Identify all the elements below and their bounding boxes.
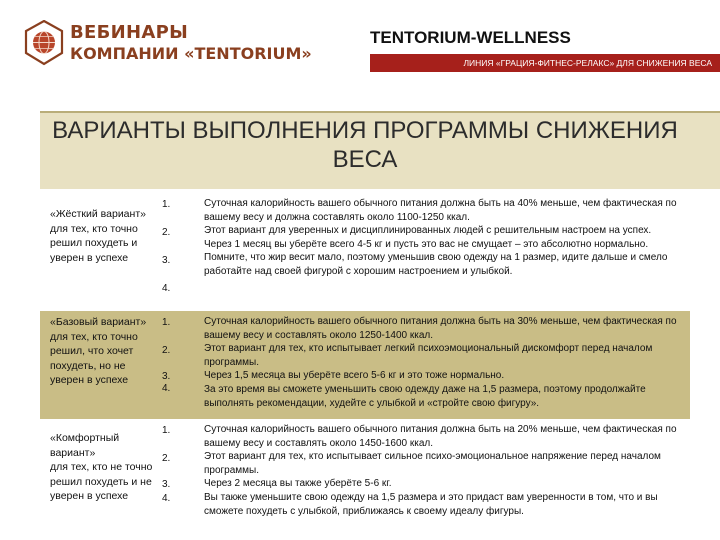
item-number: 2. — [162, 227, 171, 238]
list-item: Этот вариант для уверенных и дисциплинированных людей с решительным настроем на успех. — [204, 225, 652, 237]
item-number: 4. — [162, 383, 171, 394]
item-list — [204, 315, 686, 410]
list-item: Суточная калорийность вашего обычного питания должна быть на 20% меньше, чем фактическая по вашему весу и составлять около 1450-1600 ккал. — [204, 424, 677, 449]
variant-label — [50, 207, 155, 265]
variant-name: «Жёсткий вариант» — [50, 208, 146, 220]
item-number: 1. — [162, 317, 171, 328]
table-row — [40, 189, 690, 311]
table-row — [40, 311, 690, 419]
list-item: Вы также уменьшите свою одежду на 1,5 размера и это придаст вам уверенности в том, что и вы сможете похудеть с улыбкой, приближаясь к своему идеалу фигуры. — [204, 491, 658, 517]
logo-subtitle: КОМПАНИИ «TENTORIUM» — [70, 44, 312, 63]
item-number: 1. — [162, 425, 171, 436]
item-number: 2. — [162, 453, 171, 464]
variant-description: для тех, кто точно решил, что хочет похудеть, но не уверен в успехе — [50, 330, 138, 387]
list-item: Через 2 месяца вы также уберёте 5-6 кг. — [204, 478, 392, 490]
company-logo — [24, 20, 312, 70]
list-item: Суточная калорийность вашего обычного питания должна быть на 30% меньше, чем фактическая по вашему весу и составлять около 1250-1400 ккал. — [204, 316, 677, 341]
item-list — [204, 197, 686, 279]
list-item: Через 1 месяц вы уберёте всего 4-5 кг и пусть это вас не смущает – это абсолютно нормально. — [204, 238, 649, 250]
item-number: 3. — [162, 255, 171, 266]
item-list — [204, 423, 686, 518]
logo-title: ВЕБИНАРЫ — [70, 22, 189, 43]
item-number: 2. — [162, 345, 171, 356]
brand-name: TENTORIUM-WELLNESS — [370, 28, 571, 47]
table-row — [40, 419, 690, 529]
list-item: За это время вы сможете уменьшить свою одежду даже на 1,5 размера, поэтому продолжайте выполнять рекомендации, худейте с улыбкой и «стройте свою фигуру». — [204, 383, 646, 409]
hexagon-globe-icon — [24, 20, 64, 66]
item-number: 1. — [162, 199, 171, 210]
variant-description: для тех, кто не точно решил похудеть и не уверен в успехе — [50, 461, 153, 503]
variant-label — [50, 315, 155, 388]
list-item: Суточная калорийность вашего обычного питания должна быть на 40% меньше, чем фактическая по вашему весу и должна составлять около 1100-1250 ккал. — [204, 198, 677, 223]
list-item: Этот вариант для тех, кто испытывает сильное психо-эмоциональное напряжение перед началом программы. — [204, 451, 661, 476]
variant-name: «Базовый вариант» — [50, 316, 147, 328]
item-number: 4. — [162, 493, 171, 504]
line-subtitle-bar: ЛИНИЯ «ГРАЦИЯ-ФИТНЕС-РЕЛАКС» ДЛЯ СНИЖЕНИЯ ВЕСА — [370, 54, 720, 72]
item-number: 3. — [162, 371, 171, 382]
list-item: Помните, что жир весит мало, поэтому уменьшив свою одежду на 1 размер, идите дальше и смело работайте над своей фигурой с хорошим настроением и улыбкой. — [204, 252, 668, 277]
list-item: Этот вариант для тех, кто испытывает легкий психоэмоциональный дискомфорт перед началом программы. — [204, 343, 653, 368]
item-number: 4. — [162, 283, 171, 294]
variant-description: для тех, кто точно решил похудеть и уверен в успехе — [50, 222, 138, 264]
list-item: Через 1,5 месяца вы уберёте всего 5-6 кг и это тоже нормально. — [204, 370, 505, 382]
variants-table — [40, 189, 690, 529]
item-number: 3. — [162, 479, 171, 490]
variant-label — [50, 431, 155, 504]
slide-title: ВАРИАНТЫ ВЫПОЛНЕНИЯ ПРОГРАММЫ СНИЖЕНИЯ ВЕСА — [52, 117, 678, 173]
variant-name: «Комфортный вариант» — [50, 432, 120, 459]
